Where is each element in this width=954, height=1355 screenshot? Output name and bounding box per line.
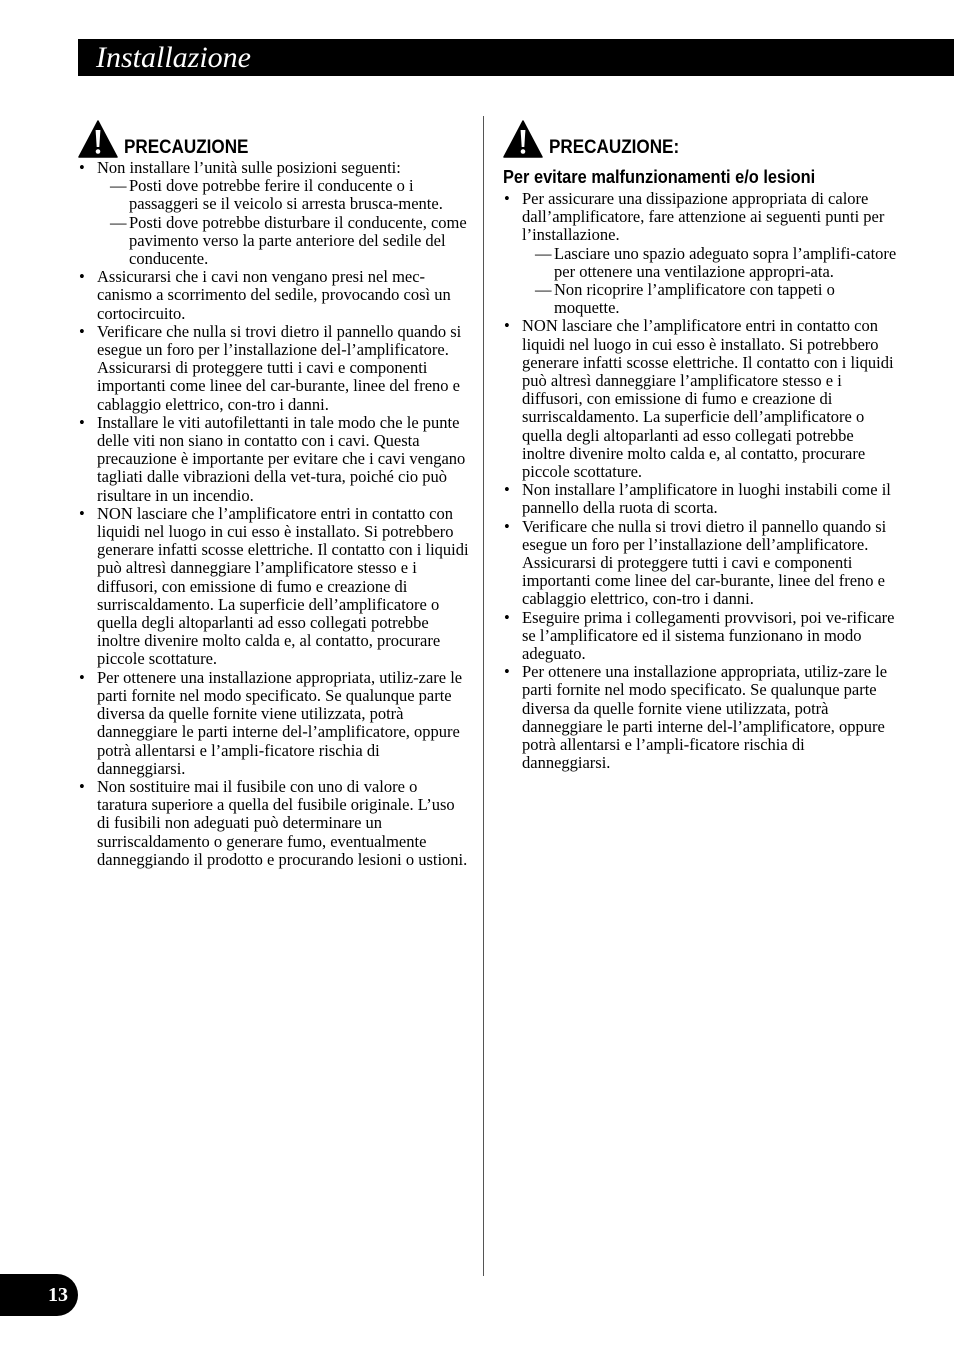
list-item: • Installare le viti autofilettanti in tale modo che le punte delle viti non siano in contatto con i cavi. Questa precauzione è importante per evitare che i cavi vengano tagliati dalle vibrazioni della vet-tura, poiché cio può risultare in un incendio. xyxy=(78,414,470,505)
section-subtitle: Per evitare malfunzionamenti e/o lesioni xyxy=(503,167,816,187)
list-item: • Verificare che nulla si trovi dietro il pannello quando si esegue un foro per l’installazione del-l’amplificatore. Assicurarsi di proteggere tutti i cavi e componenti importanti come linee del car-burante, linee del freno e cablaggio elettrico, con-tro i danni. xyxy=(78,323,470,414)
sub-list-item: — Posti dove potrebbe ferire il conducente o i passaggeri se il veicolo si arresta brusca-mente. xyxy=(97,177,470,213)
caution-list xyxy=(78,159,470,869)
list-item: • NON lasciare che l’amplificatore entri in contatto con liquidi nel luogo in cui esso è installato. Si potrebbero generare infatti scosse elettriche. Il contatto con i liquidi può altresì danneggiare l’amplificatore stesso e i diffusori, con emissione di fumo e creazione di surriscaldamento. La superficie dell’amplificatore o quella degli altoparlanti ad esso collegati potrebbe inoltre divenire molto calda e, al contatto, procurare piccole scottature. xyxy=(78,505,470,669)
list-item: • Non installare l’amplificatore in luoghi instabili come il pannello della ruota di scorta. xyxy=(503,481,897,517)
list-item: • Non installare l’unità sulle posizioni seguenti: — Posti dove potrebbe ferire il conducente o i passaggeri se il veicolo si arresta brusca-mente. — Posti dove potrebbe disturbare il conducente, come pavimento verso la parte anteriore del sedile del conducente. xyxy=(78,159,470,268)
sub-list-item: — Non ricoprire l’amplificatore con tappeti o moquette. xyxy=(522,281,897,317)
sub-list xyxy=(522,245,897,318)
list-item: • Per assicurare una dissipazione appropriata di calore dall’amplificatore, fare attenzione ai seguenti punti per l’installazione. — Lasciare uno spazio adeguato sopra l’amplifi-catore per ottenere una ventilazione appropri-ata. — Non ricoprire l’amplificatore con tappeti o moquette. xyxy=(503,190,897,317)
list-item: • Per ottenere una installazione appropriata, utiliz-zare le parti fornite nel modo specificato. Se qualunque parte diversa da quelle fornite viene utilizzata, potrà danneggiare le parti interne del-l’amplificatore, oppure potrà allentarsi e l’ampli-ficatore rischia di danneggiarsi. xyxy=(503,663,897,772)
caution-title: PRECAUZIONE: xyxy=(549,137,680,158)
caution-title: PRECAUZIONE xyxy=(124,137,249,158)
right-column xyxy=(503,118,897,773)
page-number-tab xyxy=(0,1274,78,1316)
caution-heading xyxy=(78,118,470,158)
page-number: 13 xyxy=(48,1284,68,1306)
left-column xyxy=(78,118,470,869)
header-bar xyxy=(78,39,954,76)
caution-heading xyxy=(503,118,897,158)
warning-icon xyxy=(503,120,543,158)
list-item: • Verificare che nulla si trovi dietro il pannello quando si esegue un foro per l’installazione dell’amplificatore. Assicurarsi di proteggere tutti i cavi e componenti importanti come linee del car-burante, linee del freno e cablaggio elettrico, con-tro i danni. xyxy=(503,518,897,609)
list-item: • Per ottenere una installazione appropriata, utiliz-zare le parti fornite nel modo specificato. Se qualunque parte diversa da quelle fornite viene utilizzata, potrà danneggiare le parti interne del-l’amplificatore, oppure potrà allentarsi e l’ampli-ficatore rischia di danneggiarsi. xyxy=(78,669,470,778)
sub-list xyxy=(97,177,470,268)
list-item: • NON lasciare che l’amplificatore entri in contatto con liquidi nel luogo in cui esso è installato. Si potrebbero generare infatti scosse elettriche. Il contatto con i liquidi può altresì danneggiare l’amplificatore stesso e i diffusori, con emissione di fumo e creazione di surriscaldamento. La superficie dell’amplificatore o quella degli altoparlanti ad esso collegati potrebbe inoltre divenire molto calda e, al contatto, procurare piccole scottature. xyxy=(503,317,897,481)
list-item: • Non sostituire mai il fusibile con uno di valore o taratura superiore a quella del fusibile originale. L’uso di fusibili non adeguati può determinare un surriscaldamento o generare fumo, eventualmente danneggiando il prodotto e procurando lesioni o ustioni. xyxy=(78,778,470,869)
sub-list-item: — Lasciare uno spazio adeguato sopra l’amplifi-catore per ottenere una ventilazione appropri-ata. xyxy=(522,245,897,281)
page-title: Installazione xyxy=(96,41,251,74)
sub-list-item: — Posti dove potrebbe disturbare il conducente, come pavimento verso la parte anteriore del sedile del conducente. xyxy=(97,214,470,269)
caution-list xyxy=(503,190,897,773)
column-divider xyxy=(483,116,484,1276)
warning-icon xyxy=(78,120,118,158)
list-item: • Eseguire prima i collegamenti provvisori, poi ve-rificare se l’amplificatore ed il sistema funzionano in modo adeguato. xyxy=(503,609,897,664)
list-item: • Assicurarsi che i cavi non vengano presi nel mec-canismo a scorrimento del sedile, provocando così un cortocircuito. xyxy=(78,268,470,323)
